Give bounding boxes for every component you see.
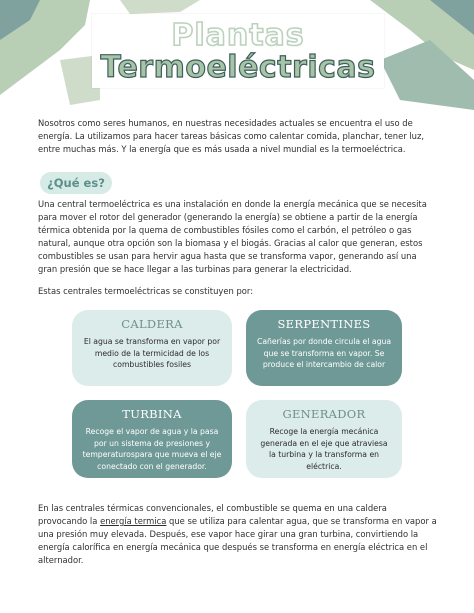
component-title: SERPENTINES (277, 317, 371, 331)
section-pill-label: ¿Qué es? (47, 176, 105, 190)
conclusion-text-part1: En las centrales térmicas convencionales, el combustible se quema en una caldera provocando la (38, 503, 387, 526)
page-title-line2: Termoeléctricas (100, 50, 376, 85)
component-card-caldera (72, 310, 232, 386)
title-card (92, 14, 384, 88)
component-title: CALDERA (121, 317, 183, 331)
component-title: GENERADOR (282, 407, 366, 421)
component-card-generador (246, 400, 402, 478)
component-text: Recoge el vapor de agua y la pasa por un sistema de presiones y temperaturospara que mueva el eje conectado con el generador. (82, 427, 222, 471)
conclusion-paragraph (38, 502, 438, 567)
component-text: El agua se transforma en vapor por medio de la termicidad de los combustibles fosiles (83, 337, 221, 370)
component-text: Recoge la energía mecánica generada en el eje que atraviesa la turbina y la transforma en eléctrica. (260, 427, 388, 471)
page-title-line1: Plantas (171, 18, 305, 53)
conclusion-underlined: energía termica (100, 515, 167, 526)
section-pill (40, 172, 112, 194)
component-text: Cañerías por donde circula el agua que se transforma en vapor. Se produce el intercambio de calor (256, 337, 392, 370)
component-title: TURBINA (122, 407, 182, 421)
components-intro: Estas centrales termoeléctricas se constituyen por: (38, 286, 254, 296)
component-card-serpentines (246, 310, 402, 386)
component-card-turbina (72, 400, 232, 478)
definition-paragraph: Una central termoeléctrica es una instalación en donde la energía mecánica que se necesita para mover el rotor del generador (generando la energía) se obtiene a partir de la energía térmica obtenida por la quema de combustibles fósiles como el carbón, el petróleo o gas natural, aunque otra opción son la biomasa y el biogás. Gracias al calor que generan, estos combustibles se usan para hervir agua hasta que se transforma vapor, generando así una gran presión que se hace llegar a las turbinas para generar la electricidad. (38, 199, 427, 274)
conclusion-text-part2: que se utiliza para calentar agua, que se transforma en vapor a una presión muy elevada. Después, ese vapor hace girar una gran turbina, convirtiendo la energía calorífica en energía mecánica que después se transforma en energía eléctrica en el alternador. (38, 515, 437, 565)
intro-paragraph: Nosotros como seres humanos, en nuestras necesidades actuales se encuentra el uso de energía. La utilizamos para hacer tareas básicas como calentar comida, planchar, tener luz, entre muchas más. Y la energía que es más usada a nivel mundial es la termoeléctrica. (38, 118, 425, 154)
